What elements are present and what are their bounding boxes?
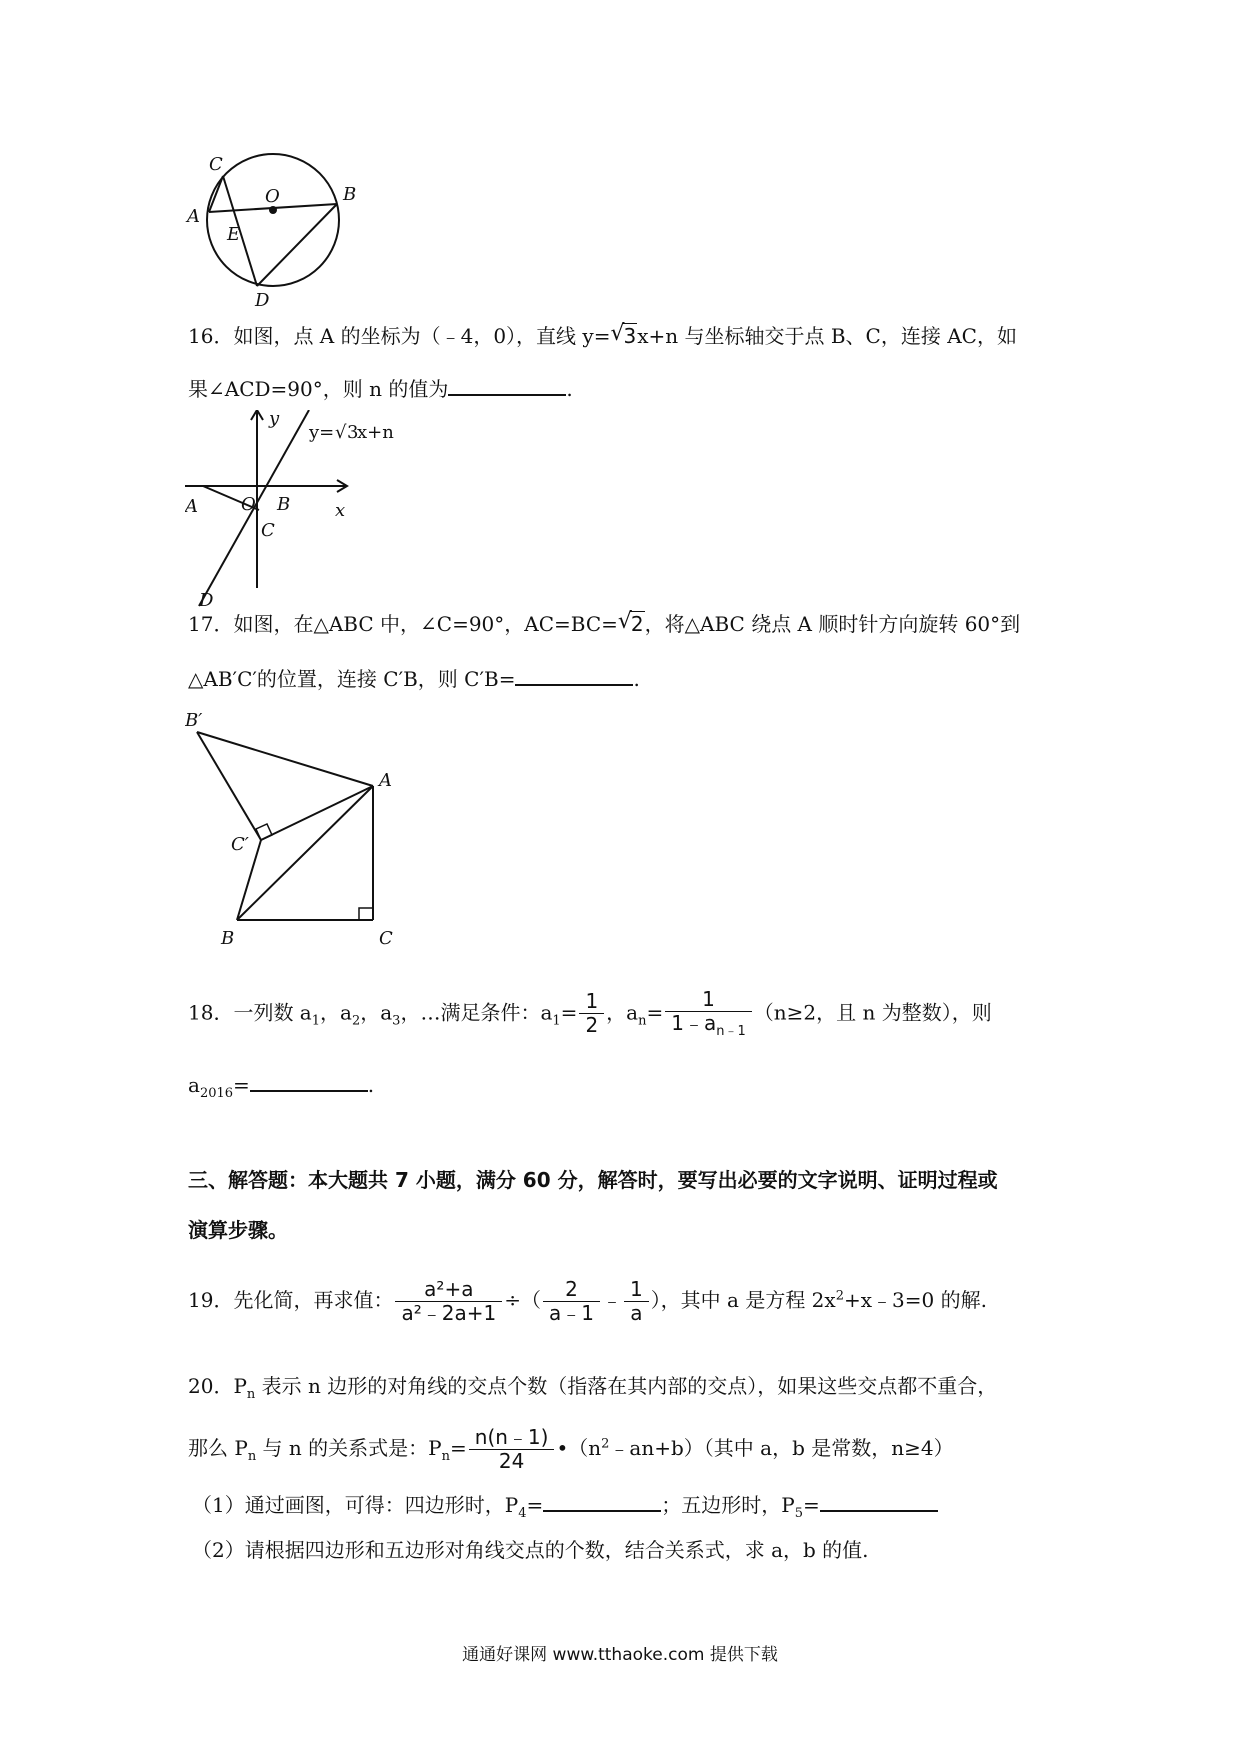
q18-number: 18． [188,1000,234,1025]
label-d: D [255,290,270,310]
axes-figure [185,410,445,610]
point-d-label: D [199,590,214,610]
q19-fraction-two: $\frac{2}{a﹣1}$ [543,1278,600,1325]
q16-line2: 果∠ACD=90°，则 n 的值为 . [188,374,573,399]
q17-text-c: △AB′C′的位置，连接 C′B，则 C′B= [188,667,516,691]
line-equation-sqrt: 3 [347,422,359,443]
q16-answer-blank[interactable] [448,374,566,396]
q17-line2: △AB′C′的位置，连接 C′B，则 C′B= . [188,664,640,689]
q16-text-c: 果∠ACD=90°，则 n 的值为 [188,377,449,401]
q16-text-b: x+n 与坐标轴交于点 B、C，连接 AC，如 [637,324,1017,348]
label-b: B [343,184,357,205]
point-b-label: B [221,928,235,949]
q20-p5-answer-blank[interactable] [820,1490,938,1512]
label-a: A [187,206,200,227]
label-c: C [209,154,223,175]
q18-fraction-one-half: $\frac{1}{2}$ [579,990,604,1037]
q18-answer-blank[interactable] [250,1070,368,1092]
q20-p4-answer-blank[interactable] [543,1490,661,1512]
circle-figure [185,150,365,310]
q19-fraction-main: $\frac{\text{a²+a}}{\text{a²﹣2a+1}}$ [395,1278,502,1325]
q18-line1: 18．一列数 $a_1$，$a_2$，$a_3$，…满足条件：$a_1=$ $\frac{1}{2}$ ，$a_n=$ $\frac{1}{1﹣a_{n﹣1}}$ （n≥2，且 n 为整数），则 [188,987,992,1039]
q19-fraction-three: $\frac{1}{a}$ [624,1278,649,1325]
triangle-rotation-figure [185,710,405,960]
q20-number: 20． [188,1374,234,1398]
q16-line1 [188,326,1017,346]
q17-text-b: ，将△ABC 绕点 A 顺时针方向旋转 60°到 [644,612,1021,636]
q20-part1: （1）通过画图，可得：四边形时，$P_4=$ ；五边形时，$P_5=$ [192,1490,938,1520]
point-c-label: C [261,520,275,541]
point-c-prime-label: C′ [231,834,249,855]
q20-part2: （2）请根据四边形和五边形对角线交点的个数，结合关系式，求 a，b 的值. [192,1538,869,1562]
line-equation-prefix: y= [309,422,335,443]
line-equation-sqrt-sign: √ [335,422,347,443]
point-c-label: C [379,928,393,949]
q19-number: 19． [188,1288,234,1312]
axis-label-x: x [335,500,346,521]
q20-line2: 那么 $P_n$ 与 n 的关系式是：$P_n=$ $\frac{n(n﹣1)}{24}$ $•(n^2﹣an+b)$（其中 a，b 是常数，n≥4） [188,1425,954,1473]
section3-heading-line2: 演算步骤。 [188,1218,288,1242]
q20-fraction: $\frac{n(n﹣1)}{24}$ [469,1426,555,1473]
q17-line1 [188,614,1020,634]
line-equation-tail: x+n [357,422,394,443]
q19-line: 19．先化简，再求值： $\frac{\text{a²+a}}{\text{a²﹣2a+1}}$ ÷（ $\frac{2}{a﹣1}$ ﹣ $\frac{1}{a}$ ），其中 a 是方程 $2x^2+x﹣3=0$ 的解. [188,1277,987,1325]
page-footer: 通通好课网 www.tthaoke.com 提供下载 [462,1645,778,1665]
label-e: E [227,224,241,245]
point-a-label: A [185,496,198,517]
q16-sqrt: √ 3 [610,326,637,346]
q16-number: 16． [188,324,234,348]
q18-line2: $a_{2016}=$ . [188,1070,374,1100]
label-o: O [265,186,280,207]
point-a-label: A [379,770,392,791]
q20-line1: 20．$P_n$ 表示 n 边形的对角线的交点个数（指落在其内部的交点），如果这些交点都不重合， [188,1374,998,1402]
point-b-prime-label: B′ [185,710,203,731]
q17-number: 17． [188,612,234,636]
q17-answer-blank[interactable] [515,664,633,686]
point-b-label: B [277,494,291,515]
q18-fraction-recurrence: $\frac{1}{1﹣a_{n﹣1}}$ [665,988,752,1040]
section3-heading-line1: 三、解答题：本大题共 7 小题，满分 60 分，解答时，要写出必要的文字说明、证明过程或 [188,1168,998,1192]
q17-sqrt: √ 2 [618,614,645,634]
axis-label-y: y [269,410,280,429]
q16-text-a: 如图，点 A 的坐标为（﹣4，0），直线 y= [233,324,611,348]
q17-text-a: 如图，在△ABC 中，∠C=90°，AC=BC= [233,612,618,636]
origin-label: O [241,494,256,515]
